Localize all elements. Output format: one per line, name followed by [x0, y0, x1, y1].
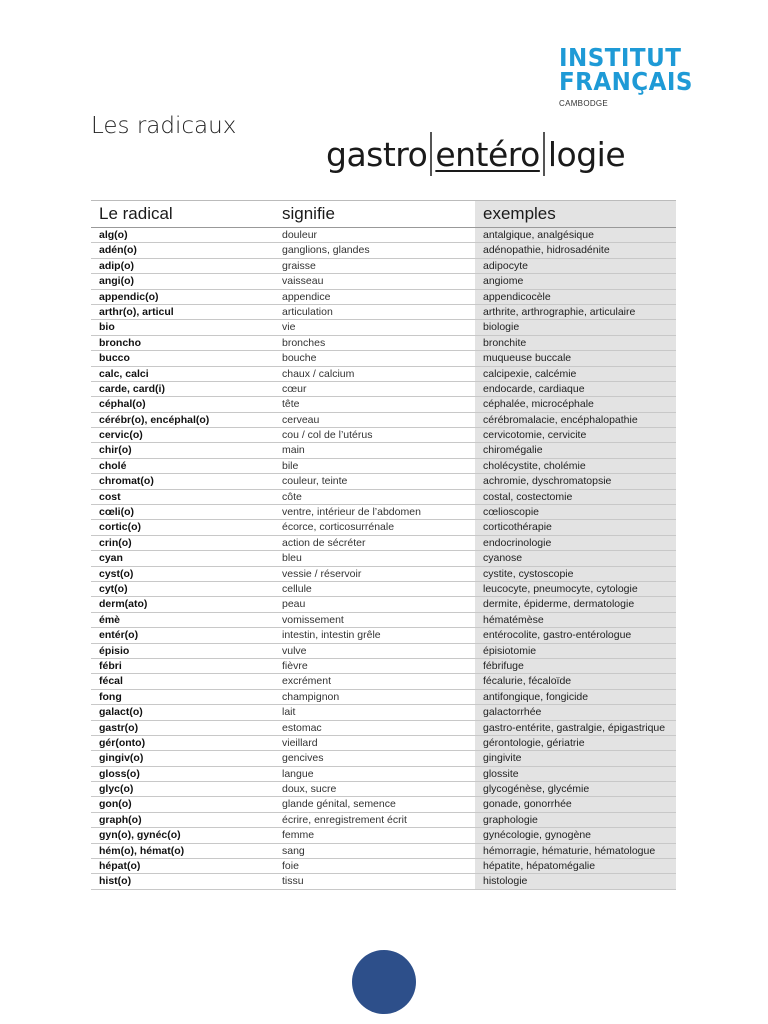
meaning-cell: champignon [274, 689, 475, 704]
table-row [91, 828, 676, 843]
examples-cell: cérébromalacie, encéphalopathie [475, 412, 676, 427]
radical-cell: hist(o) [91, 874, 274, 889]
table-row [91, 258, 676, 273]
examples-cell: céphalée, microcéphale [475, 397, 676, 412]
table-row [91, 289, 676, 304]
table-row [91, 874, 676, 889]
table-row [91, 412, 676, 427]
table-row [91, 735, 676, 750]
meaning-cell: gencives [274, 751, 475, 766]
meaning-cell: fièvre [274, 658, 475, 673]
radical-cell: hém(o), hémat(o) [91, 843, 274, 858]
radical-cell: broncho [91, 335, 274, 350]
radical-cell: adip(o) [91, 258, 274, 273]
meaning-cell: articulation [274, 304, 475, 319]
table-row [91, 304, 676, 319]
examples-cell: hématémèse [475, 612, 676, 627]
examples-cell: gastro-entérite, gastralgie, épigastrique [475, 720, 676, 735]
radical-cell: entér(o) [91, 628, 274, 643]
word-root: entéro [435, 134, 540, 174]
meaning-cell: action de sécréter [274, 535, 475, 550]
radical-cell: cortic(o) [91, 520, 274, 535]
radical-cell: fong [91, 689, 274, 704]
examples-cell: arthrite, arthrographie, articulaire [475, 304, 676, 319]
table-row [91, 458, 676, 473]
table-row [91, 812, 676, 827]
meaning-cell: écorce, corticosurrénale [274, 520, 475, 535]
meaning-cell: tissu [274, 874, 475, 889]
examples-cell: hépatite, hépatomégalie [475, 859, 676, 874]
radical-cell: adén(o) [91, 243, 274, 258]
examples-cell: corticothérapie [475, 520, 676, 535]
table-row [91, 720, 676, 735]
word-separator [543, 132, 545, 176]
table-row [91, 689, 676, 704]
radical-cell: alg(o) [91, 228, 274, 243]
table-row [91, 581, 676, 596]
examples-cell: adipocyte [475, 258, 676, 273]
radical-cell: céphal(o) [91, 397, 274, 412]
table-header-row [91, 201, 676, 228]
meaning-cell: ganglions, glandes [274, 243, 475, 258]
examples-cell: cœlioscopie [475, 505, 676, 520]
table-row [91, 535, 676, 550]
meaning-cell: ventre, intérieur de l’abdomen [274, 505, 475, 520]
radical-cell: chir(o) [91, 443, 274, 458]
meaning-cell: bouche [274, 351, 475, 366]
meaning-cell: estomac [274, 720, 475, 735]
radical-cell: émè [91, 612, 274, 627]
radical-cell: fécal [91, 674, 274, 689]
meaning-cell: bronches [274, 335, 475, 350]
radical-cell: épisio [91, 643, 274, 658]
logo-line-3: CAMBODGE [559, 99, 609, 108]
meaning-cell: main [274, 443, 475, 458]
table-row [91, 505, 676, 520]
table-row [91, 274, 676, 289]
meaning-cell: douleur [274, 228, 475, 243]
column-header-meaning: signifie [274, 201, 475, 228]
table-row [91, 566, 676, 581]
radical-cell: hépat(o) [91, 859, 274, 874]
table-row [91, 366, 676, 381]
table-row [91, 628, 676, 643]
radical-cell: appendic(o) [91, 289, 274, 304]
examples-cell: galactorrhée [475, 705, 676, 720]
word-separator [430, 132, 432, 176]
table-row [91, 766, 676, 781]
examples-cell: hémorragie, hématurie, hématologue [475, 843, 676, 858]
examples-cell: antalgique, analgésique [475, 228, 676, 243]
radical-cell: graph(o) [91, 812, 274, 827]
radical-cell: glyc(o) [91, 782, 274, 797]
examples-cell: muqueuse buccale [475, 351, 676, 366]
radical-cell: calc, calci [91, 366, 274, 381]
table-row [91, 782, 676, 797]
table-row [91, 351, 676, 366]
table-row [91, 643, 676, 658]
meaning-cell: excrément [274, 674, 475, 689]
meaning-cell: femme [274, 828, 475, 843]
logo-line-1: INSTITUT [559, 43, 682, 72]
meaning-cell: cœur [274, 381, 475, 396]
table-row [91, 843, 676, 858]
examples-cell: chiromégalie [475, 443, 676, 458]
table-row [91, 474, 676, 489]
examples-cell: endocrinologie [475, 535, 676, 550]
radical-cell: gingiv(o) [91, 751, 274, 766]
examples-cell: calcipexie, calcémie [475, 366, 676, 381]
examples-cell: glossite [475, 766, 676, 781]
radical-cell: gon(o) [91, 797, 274, 812]
table-row [91, 397, 676, 412]
examples-cell: épisiotomie [475, 643, 676, 658]
meaning-cell: langue [274, 766, 475, 781]
meaning-cell: foie [274, 859, 475, 874]
meaning-cell: vieillard [274, 735, 475, 750]
meaning-cell: intestin, intestin grêle [274, 628, 475, 643]
radical-cell: gastr(o) [91, 720, 274, 735]
meaning-cell: sang [274, 843, 475, 858]
radical-cell: chromat(o) [91, 474, 274, 489]
table-row [91, 520, 676, 535]
meaning-cell: vaisseau [274, 274, 475, 289]
radical-cell: arthr(o), articul [91, 304, 274, 319]
table-row [91, 859, 676, 874]
institut-francais-logo [559, 43, 693, 108]
table-row [91, 705, 676, 720]
examples-cell: fécalurie, fécaloïde [475, 674, 676, 689]
table-row [91, 674, 676, 689]
meaning-cell: cerveau [274, 412, 475, 427]
logo-line-2: FRANÇAIS [559, 67, 693, 96]
example-word [326, 132, 625, 176]
radical-cell: gloss(o) [91, 766, 274, 781]
meaning-cell: chaux / calcium [274, 366, 475, 381]
examples-cell: cystite, cystoscopie [475, 566, 676, 581]
meaning-cell: graisse [274, 258, 475, 273]
radical-cell: fébri [91, 658, 274, 673]
table-row [91, 320, 676, 335]
examples-cell: angiome [475, 274, 676, 289]
radical-cell: bio [91, 320, 274, 335]
table-row [91, 551, 676, 566]
radical-cell: cérébr(o), encéphal(o) [91, 412, 274, 427]
meaning-cell: écrire, enregistrement écrit [274, 812, 475, 827]
meaning-cell: appendice [274, 289, 475, 304]
radical-cell: cyst(o) [91, 566, 274, 581]
examples-cell: cholécystite, cholémie [475, 458, 676, 473]
examples-cell: achromie, dyschromatopsie [475, 474, 676, 489]
radical-cell: galact(o) [91, 705, 274, 720]
table-row [91, 381, 676, 396]
examples-cell: leucocyte, pneumocyte, cytologie [475, 581, 676, 596]
radical-cell: cyt(o) [91, 581, 274, 596]
meaning-cell: doux, sucre [274, 782, 475, 797]
meaning-cell: lait [274, 705, 475, 720]
meaning-cell: tête [274, 397, 475, 412]
meaning-cell: bile [274, 458, 475, 473]
table-row [91, 489, 676, 504]
meaning-cell: cellule [274, 581, 475, 596]
examples-cell: endocarde, cardiaque [475, 381, 676, 396]
word-suffix: logie [547, 134, 626, 174]
meaning-cell: peau [274, 597, 475, 612]
radical-cell: bucco [91, 351, 274, 366]
examples-cell: appendicocèle [475, 289, 676, 304]
examples-cell: dermite, épiderme, dermatologie [475, 597, 676, 612]
table-body [91, 228, 676, 890]
table-row [91, 612, 676, 627]
examples-cell: costal, costectomie [475, 489, 676, 504]
table-row [91, 335, 676, 350]
table-row [91, 243, 676, 258]
radical-cell: cœli(o) [91, 505, 274, 520]
examples-cell: histologie [475, 874, 676, 889]
radical-cell: cyan [91, 551, 274, 566]
radical-cell: crin(o) [91, 535, 274, 550]
examples-cell: adénopathie, hidrosadénite [475, 243, 676, 258]
meaning-cell: côte [274, 489, 475, 504]
table-row [91, 797, 676, 812]
examples-cell: glycogénèse, glycémie [475, 782, 676, 797]
examples-cell: gérontologie, gériatrie [475, 735, 676, 750]
table-row [91, 597, 676, 612]
meaning-cell: vomissement [274, 612, 475, 627]
column-header-examples: exemples [475, 201, 676, 228]
examples-cell: cyanose [475, 551, 676, 566]
radical-cell: gyn(o), gynéc(o) [91, 828, 274, 843]
page-number-badge [352, 950, 416, 1014]
radical-cell: carde, card(i) [91, 381, 274, 396]
radical-cell: cervic(o) [91, 428, 274, 443]
examples-cell: bronchite [475, 335, 676, 350]
examples-cell: fébrifuge [475, 658, 676, 673]
examples-cell: entérocolite, gastro-entérologue [475, 628, 676, 643]
column-header-radical: Le radical [91, 201, 274, 228]
meaning-cell: cou / col de l’utérus [274, 428, 475, 443]
radicals-table [91, 200, 676, 890]
table-row [91, 751, 676, 766]
meaning-cell: vulve [274, 643, 475, 658]
table-row [91, 443, 676, 458]
examples-cell: cervicotomie, cervicite [475, 428, 676, 443]
radical-cell: derm(ato) [91, 597, 274, 612]
radical-cell: cost [91, 489, 274, 504]
examples-cell: graphologie [475, 812, 676, 827]
meaning-cell: glande génital, semence [274, 797, 475, 812]
page-title: Les radicaux [91, 113, 237, 139]
meaning-cell: vessie / réservoir [274, 566, 475, 581]
table-row [91, 228, 676, 243]
examples-cell: gonade, gonorrhée [475, 797, 676, 812]
radical-cell: angi(o) [91, 274, 274, 289]
examples-cell: gynécologie, gynogène [475, 828, 676, 843]
radical-cell: gér(onto) [91, 735, 274, 750]
meaning-cell: vie [274, 320, 475, 335]
examples-cell: antifongique, fongicide [475, 689, 676, 704]
meaning-cell: bleu [274, 551, 475, 566]
examples-cell: biologie [475, 320, 676, 335]
table-row [91, 428, 676, 443]
word-prefix: gastro [326, 134, 428, 174]
meaning-cell: couleur, teinte [274, 474, 475, 489]
table-row [91, 658, 676, 673]
radical-cell: cholé [91, 458, 274, 473]
examples-cell: gingivite [475, 751, 676, 766]
